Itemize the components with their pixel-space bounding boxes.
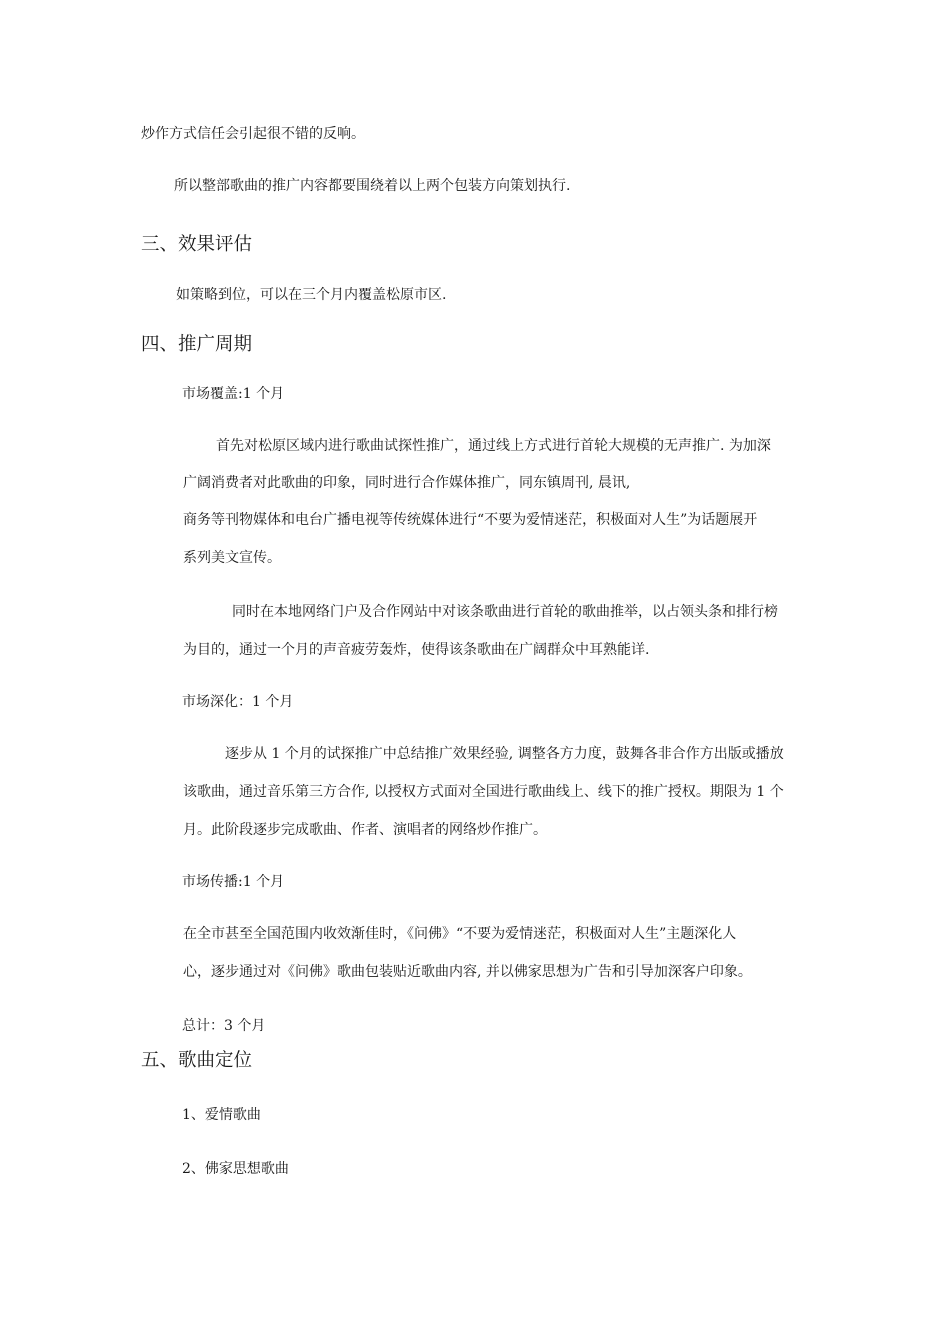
phase2-paragraph-line2: 该歌曲，通过音乐第三方合作, 以授权方式面对全国进行歌曲线上、线下的推广授权。期限为 1 个 [183,784,784,800]
heading-effect-evaluation: 三、效果评估 [141,234,253,255]
phase2-label: 市场深化：1 个月 [182,694,294,710]
heading-song-positioning: 五、歌曲定位 [141,1050,253,1071]
paragraph-summary: 所以整部歌曲的推广内容都要围绕着以上两个包装方向策划执行. [174,178,571,194]
phase1-label: 市场覆盖:1 个月 [182,386,285,402]
phase2-paragraph-line3: 月。此阶段逐步完成歌曲、作者、演唱者的网络炒作推广。 [183,822,547,838]
paragraph-intro-tail: 炒作方式信任会引起很不错的反响。 [141,126,365,142]
phase3-label: 市场传播:1 个月 [182,874,285,890]
phase3-paragraph-line2: 心，逐步通过对《问佛》歌曲包装贴近歌曲内容, 并以佛家思想为广告和引导加深客户印象。 [183,964,752,980]
position-item: 2、佛家思想歌曲 [182,1161,289,1177]
phase2-paragraph-line1: 逐步从 1 个月的试探推广中总结推广效果经验, 调整各方力度，鼓舞各非合作方出版或播放 [225,746,784,762]
phase1-paragraph2-line1: 同时在本地网络门户及合作网站中对该条歌曲进行首轮的歌曲推举，以占领头条和排行榜 [232,604,778,620]
phase1-paragraph1-line3: 商务等刊物媒体和电台广播电视等传统媒体进行“不要为爱情迷茫，积极面对人生”为话题展开 [183,512,758,528]
phase1-paragraph2-line2: 为目的，通过一个月的声音疲劳轰炸，使得该条歌曲在广阔群众中耳熟能详. [183,642,650,658]
paragraph-effect: 如策略到位，可以在三个月内覆盖松原市区. [176,287,447,303]
position-item: 1、爱情歌曲 [182,1107,261,1123]
phase3-paragraph-line1: 在全市甚至全国范围内收效渐佳时，《问佛》“不要为爱情迷茫，积极面对人生”主题深化人 [183,926,737,942]
phase1-paragraph1-line1: 首先对松原区域内进行歌曲试探性推广，通过线上方式进行首轮大规模的无声推广. 为加深 [216,438,771,454]
heading-promotion-cycle: 四、推广周期 [141,334,253,355]
phase1-paragraph1-line4: 系列美文宣传。 [183,550,281,566]
total-duration: 总计：3 个月 [182,1018,266,1034]
phase1-paragraph1-line2: 广阔消费者对此歌曲的印象，同时进行合作媒体推广，同东镇周刊, 晨讯, [183,475,631,491]
